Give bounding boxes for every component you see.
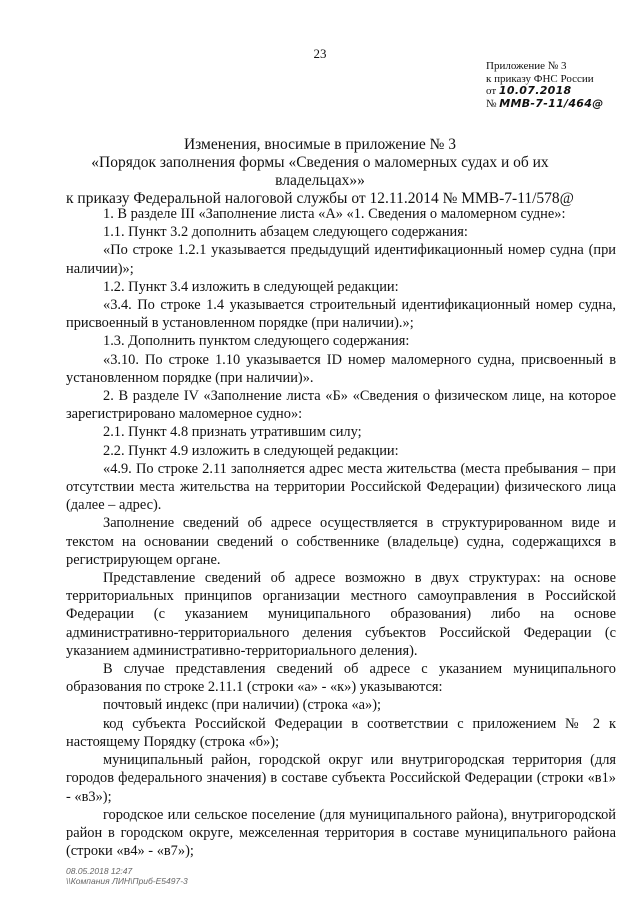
paragraph: «4.9. По строке 2.11 заполняется адрес места жительства (места пребывания – при отсутствии места жительства на территории Российской Федерации) физического лица (далее – адрес). [66,460,616,514]
paragraph: «3.4. По строке 1.4 указывается строительный идентификационный номер судна, присвоенный в установленном порядке (при наличии).»; [66,297,616,332]
footer-path: \\Компания ЛИН\Приб-Е5497-3 [66,876,188,886]
appendix-number-line [486,98,616,111]
footer-timestamp: 08.05.2018 12:47 [66,866,133,876]
appendix-number-prefix: № [486,97,497,110]
page-number: 23 [313,46,327,61]
paragraph: 1.1. Пункт 3.2 дополнить абзацем следующего содержания: [103,224,468,241]
paragraph: 2.2. Пункт 4.9 изложить в следующей редакции: [103,442,399,459]
title-line2: «Порядок заполнения формы «Сведения о маломерных судах и об их владельцах»» [91,154,549,189]
paragraph: Заполнение сведений об адресе осуществляется в структурированном виде и текстом на основании сведений о собственнике (владельце) судна, содержащихся в регистрирующем органе. [66,515,616,568]
paragraph: «3.10. По строке 1.10 указывается ID номер маломерного судна, присвоенный в установленном порядке (при наличии)». [66,351,616,386]
appendix-date-prefix: от [486,85,497,97]
paragraph: Представление сведений об адресе возможно в двух структурах: на основе территориальных принципов организации местного самоуправления в Российской Федерации (с указанием муниципального образования) либо на основе административно-территориального деления субъектов Российской Федерации (с указанием административно-территориального деления). [66,570,616,659]
paragraph: 1. В разделе III «Заполнение листа «А» «1. Сведения о маломерном судне»: [103,206,566,222]
paragraph: 1.2. Пункт 3.4 изложить в следующей редакции: [103,278,399,295]
document-title [60,136,580,208]
paragraph: В случае представления сведений об адресе с указанием муниципального образования по строке 2.11.1 (строки «а» - «к») указываются: [66,661,616,696]
paragraph: муниципальный район, городской округ или внутригородская территория (для городов федерального значения) в составе субъекта Российской Федерации (строки «в1» - «в3»); [66,752,616,805]
paragraph: 2. В разделе IV «Заполнение листа «Б» «Сведения о физическом лице, на которое зарегистрировано маломерное судно»: [66,388,616,423]
appendix-line2: к приказу ФНС России [486,72,594,85]
document-body [66,205,616,860]
paragraph: код субъекта Российской Федерации в соответствии с приложением № 2 к настоящему Порядку (строка «б»); [66,715,616,750]
title-line3: к приказу Федеральной налоговой службы от 12.11.2014 № ММВ-7-11/578@ [66,190,574,207]
print-footer [66,866,188,886]
appendix-number-handwritten: ММВ-7-11/464@ [499,96,604,110]
paragraph: почтовый индекс (при наличии) (строка «а»); [103,697,382,714]
title-line1: Изменения, вносимые в приложение № 3 [183,136,457,153]
appendix-line1: Приложение № 3 [486,60,567,72]
paragraph: «По строке 1.2.1 указывается предыдущий идентификационный номер судна (при наличии)»; [66,242,616,277]
appendix-block [486,60,616,110]
paragraph: 1.3. Дополнить пунктом следующего содержания: [103,333,410,350]
appendix-date-handwritten: 10.07.2018 [498,84,572,97]
paragraph: городское или сельское поселение (для муниципального района), внутригородской район в городском округе, межселенная территория в составе муниципального района (строки «в4» - «в7»); [66,806,616,860]
paragraph: 2.1. Пункт 4.8 признать утратившим силу; [103,424,362,441]
